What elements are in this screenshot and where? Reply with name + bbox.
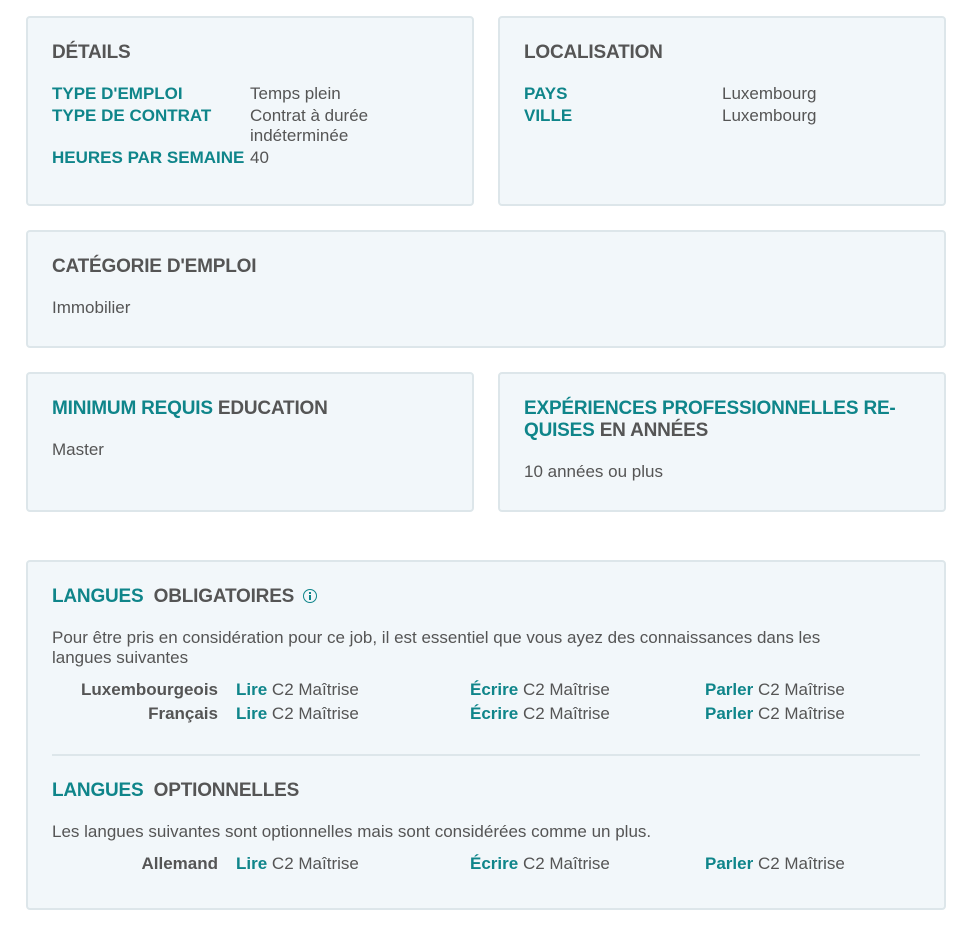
write-label: Écrire <box>470 680 519 699</box>
detail-value: Contrat à durée indéterminée <box>250 106 369 145</box>
details-title: DÉTAILS <box>52 42 131 63</box>
language-name: Luxembourgeois <box>81 680 218 699</box>
read-skill <box>236 852 359 876</box>
speak-label: Parler <box>705 680 754 699</box>
mandatory-title-rest: OBLIGATOIRES <box>153 586 295 607</box>
speak-level: C2 Maîtrise <box>757 854 845 873</box>
language-row-german <box>52 852 920 876</box>
details-card <box>26 16 474 206</box>
write-skill <box>470 702 610 726</box>
details-list <box>52 84 448 168</box>
speak-label: Parler <box>705 854 754 873</box>
detail-label: TYPE D'EMPLOI <box>52 84 183 103</box>
detail-label: HEURES PAR SEMAINE <box>52 148 245 167</box>
category-card <box>26 230 946 348</box>
mandatory-languages-title <box>52 586 920 608</box>
speak-skill <box>705 852 845 876</box>
read-label: Lire <box>236 704 268 723</box>
detail-row-job-type <box>52 84 448 104</box>
location-title: LOCALISATION <box>524 42 663 63</box>
language-name: Français <box>148 704 218 723</box>
mandatory-title-highlight: LANGUES <box>52 586 144 607</box>
languages-card <box>26 560 946 910</box>
read-skill <box>236 678 359 702</box>
optional-languages-description: Les langues suivantes sont optionnelles mais sont considérées comme un plus. <box>52 822 652 841</box>
education-title <box>52 398 448 420</box>
write-level: C2 Maîtrise <box>522 680 610 699</box>
write-skill <box>470 678 610 702</box>
education-title-highlight: MINIMUM REQUIS <box>52 398 213 419</box>
detail-value: Temps plein <box>250 84 341 103</box>
experience-card <box>498 372 946 512</box>
read-level: C2 Maîtrise <box>271 854 359 873</box>
experience-title-highlight-1: EXPÉRIENCES PROFESSIONNELLES RE- <box>524 398 896 419</box>
speak-label: Parler <box>705 704 754 723</box>
education-value: Master <box>52 440 104 459</box>
mandatory-languages-description: Pour être pris en considération pour ce job, il est essentiel que vous ayez des connaissances dans les langues suivantes <box>52 628 821 667</box>
experience-title-rest: EN ANNÉES <box>599 420 709 441</box>
language-name: Allemand <box>141 854 218 873</box>
education-title-rest: EDUCATION <box>217 398 328 419</box>
optional-languages-title <box>52 780 920 802</box>
detail-label: TYPE DE CONTRAT <box>52 106 212 125</box>
experience-title <box>524 398 920 442</box>
write-level: C2 Maîtrise <box>522 854 610 873</box>
location-row-country <box>524 84 920 104</box>
language-row-luxembourgish <box>52 678 920 702</box>
info-icon[interactable] <box>303 589 317 603</box>
location-list <box>524 84 920 126</box>
read-skill <box>236 702 359 726</box>
speak-skill <box>705 702 845 726</box>
category-title: CATÉGORIE D'EMPLOI <box>52 256 257 277</box>
experience-title-highlight-2: QUISES <box>524 420 595 441</box>
location-label: PAYS <box>524 84 568 103</box>
write-skill <box>470 852 610 876</box>
detail-row-contract-type <box>52 106 448 146</box>
read-label: Lire <box>236 854 268 873</box>
location-row-city <box>524 106 920 126</box>
write-level: C2 Maîtrise <box>522 704 610 723</box>
speak-level: C2 Maîtrise <box>757 704 845 723</box>
location-value: Luxembourg <box>722 106 817 125</box>
read-level: C2 Maîtrise <box>271 680 359 699</box>
detail-value: 40 <box>250 148 269 167</box>
detail-row-hours <box>52 148 448 168</box>
divider <box>52 754 920 756</box>
location-card <box>498 16 946 206</box>
speak-level: C2 Maîtrise <box>757 680 845 699</box>
read-level: C2 Maîtrise <box>271 704 359 723</box>
education-card <box>26 372 474 512</box>
optional-title-highlight: LANGUES <box>52 780 144 801</box>
read-label: Lire <box>236 680 268 699</box>
location-label: VILLE <box>524 106 573 125</box>
write-label: Écrire <box>470 704 519 723</box>
experience-value: 10 années ou plus <box>524 462 663 481</box>
speak-skill <box>705 678 845 702</box>
optional-title-rest: OPTIONNELLES <box>153 780 300 801</box>
write-label: Écrire <box>470 854 519 873</box>
location-value: Luxembourg <box>722 84 817 103</box>
category-value: Immobilier <box>52 298 131 317</box>
language-row-french <box>52 702 920 726</box>
